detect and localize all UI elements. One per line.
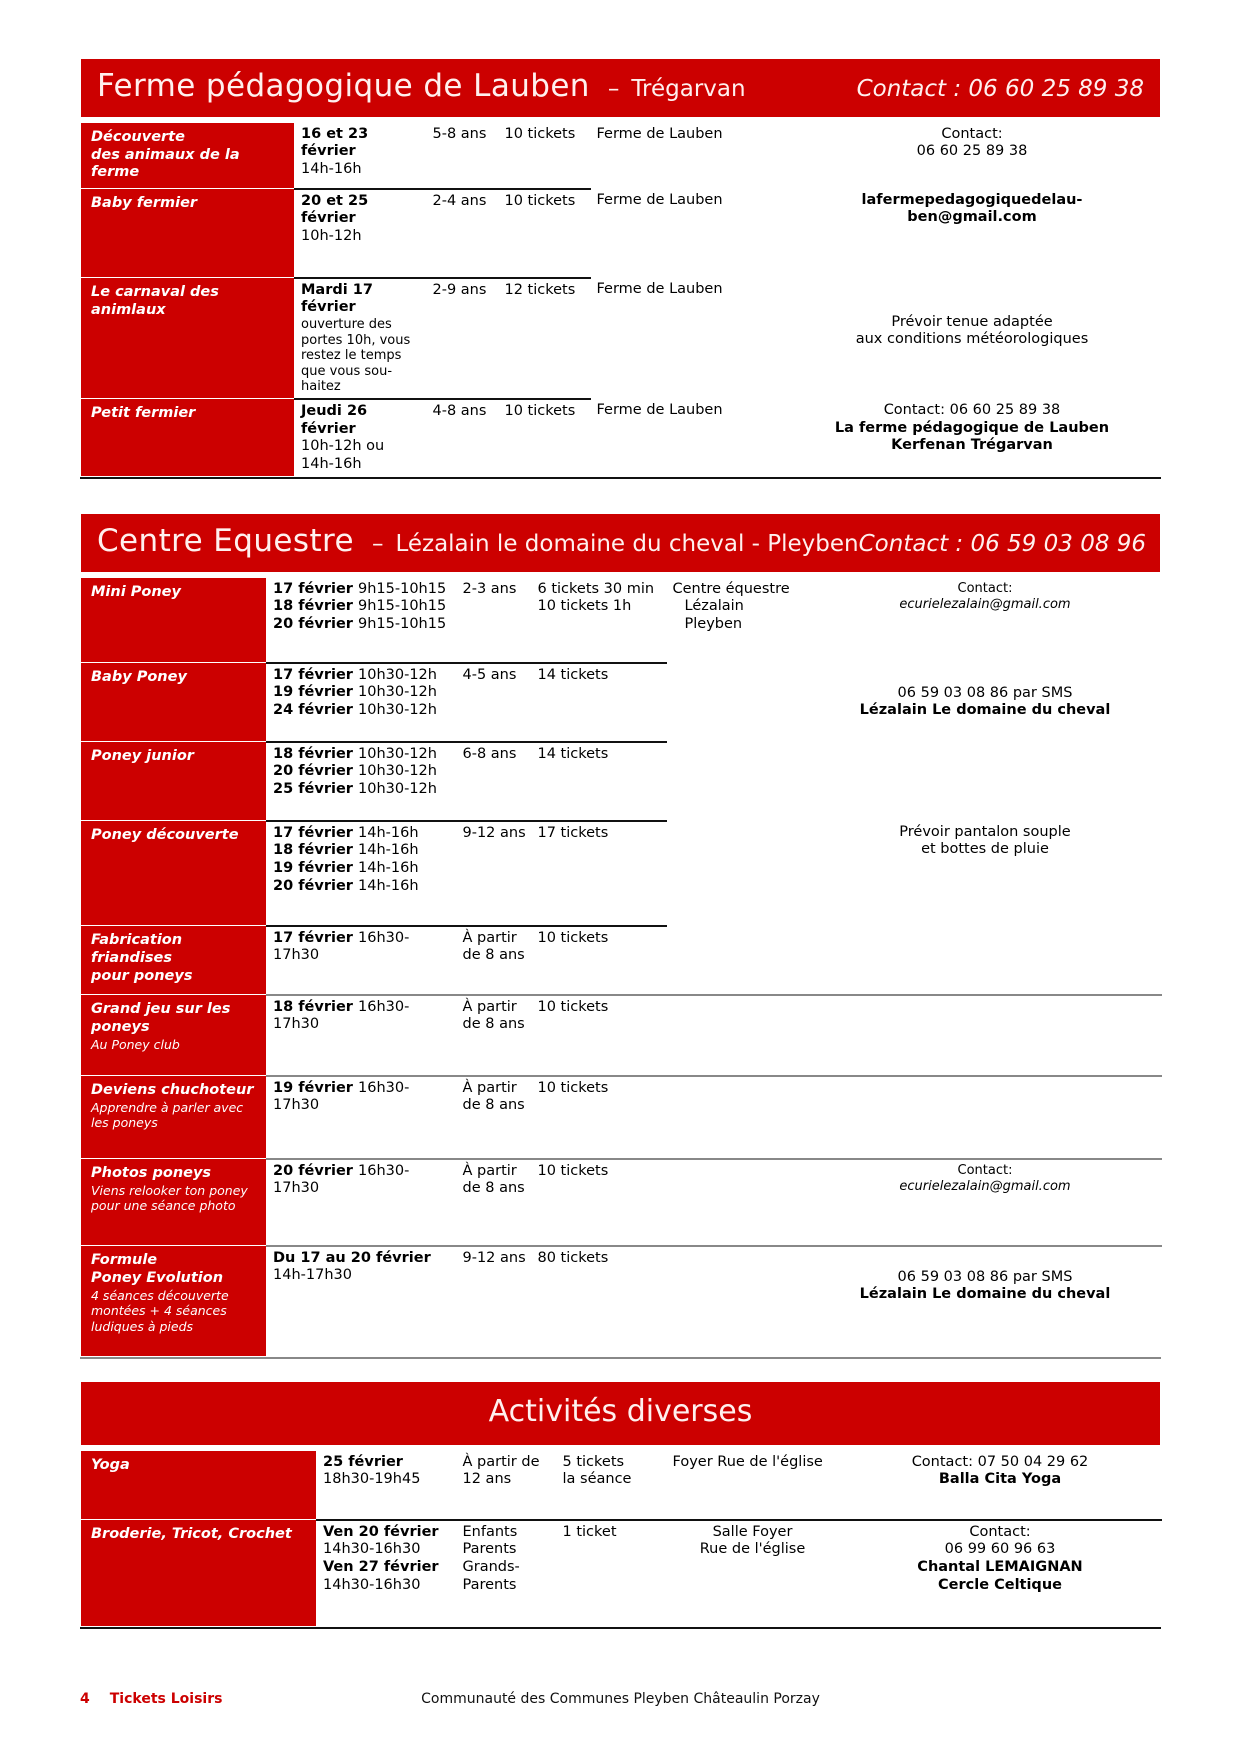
activity-date-cell <box>267 1159 457 1246</box>
activity-name-line2: Poney Evolution <box>91 1269 224 1286</box>
activity-contact <box>807 821 1162 926</box>
activity-tickets-cell <box>532 578 667 663</box>
contact-line: 06 99 60 96 63 <box>944 1541 1056 1558</box>
activity-time: 9h15-10h15 <box>358 598 447 615</box>
activity-time: 14h-16h <box>358 824 419 841</box>
section-title: Activités diverses <box>488 1394 753 1430</box>
activity-name: Deviens chuchoteur <box>91 1082 254 1099</box>
activity-date: 20 février <box>273 763 353 780</box>
activity-time: 14h30-16h30 <box>323 1541 421 1558</box>
section-title: Ferme pédagogique de Lauben <box>97 68 590 104</box>
activity-contact <box>837 1451 1162 1520</box>
activity-place-cell <box>667 578 807 663</box>
activity-date-cell <box>267 926 457 995</box>
activity-tickets: 14 tickets <box>532 663 667 742</box>
activity-date: 18 février <box>273 745 353 762</box>
activity-time: 9h15-10h15 <box>358 580 447 597</box>
activity-place-2: Lézalain <box>684 598 744 615</box>
activity-place: Salle Foyer <box>712 1523 793 1540</box>
activity-table-equestre <box>80 577 1162 1357</box>
table-row <box>81 189 1162 278</box>
activity-date-cell <box>317 1451 457 1520</box>
activity-date-cell <box>295 189 427 278</box>
activity-date-cell <box>295 278 427 399</box>
activity-age: 4-8 ans <box>427 399 499 477</box>
activity-date-2: Ven 27 février <box>323 1559 439 1576</box>
activity-date: 20 février <box>273 1162 353 1179</box>
activity-date-cell <box>267 742 457 821</box>
activity-contact <box>807 1246 1162 1357</box>
activity-date: Mardi 17 février <box>301 281 373 316</box>
section-dash: – <box>607 76 620 102</box>
activity-date: Jeudi 26 février <box>301 402 368 437</box>
activity-table-ferme <box>80 122 1162 477</box>
activity-place <box>667 663 807 742</box>
activity-place-cell <box>667 1520 837 1627</box>
activity-tickets-cell <box>557 1451 667 1520</box>
section-subtitle: Trégarvan <box>631 76 746 102</box>
activity-contact <box>837 1520 1162 1627</box>
activity-date: 25 février <box>273 781 353 798</box>
activity-place: Ferme de Lauben <box>596 125 723 142</box>
activity-time-2: 14h-16h <box>301 455 362 472</box>
activity-age-2: de 8 ans <box>462 1097 525 1114</box>
activity-name: Yoga <box>91 1457 130 1474</box>
activity-name: Poney découverte <box>91 827 239 844</box>
activity-tickets: 14 tickets <box>532 742 667 821</box>
activity-date: 18 février <box>273 998 353 1015</box>
activity-date: 16 et 23 février <box>301 125 369 160</box>
activity-name-cell <box>81 821 267 926</box>
activity-contact <box>807 1159 1162 1246</box>
table-row <box>81 578 1162 663</box>
activity-place: Ferme de Lauben <box>596 191 723 208</box>
contact-line: 06 59 03 08 86 par SMS <box>897 684 1073 701</box>
activity-name-cell <box>81 995 267 1076</box>
activity-age-2: 12 ans <box>462 1471 512 1488</box>
activity-tickets: 10 tickets <box>532 1076 667 1159</box>
activity-name-cell <box>81 1076 267 1159</box>
activity-date: 17 février <box>273 824 353 841</box>
activity-age-2: de 8 ans <box>462 1016 525 1033</box>
activity-contact <box>807 663 1162 742</box>
contact-line: Lézalain Le domaine du cheval <box>859 1286 1111 1303</box>
contact-line: Contact: 06 60 25 89 38 <box>883 401 1061 418</box>
activity-date: 17 février <box>273 666 353 683</box>
activity-time-2: 14h30-16h30 <box>323 1576 421 1593</box>
activity-tickets-2: 10 tickets 1h <box>537 598 632 615</box>
activity-place <box>667 742 807 821</box>
activity-age: À partir <box>462 1162 517 1179</box>
activity-contact <box>781 399 1162 477</box>
activity-name: Photos poneys <box>91 1165 212 1182</box>
activity-time: 10h-12h ou <box>301 438 385 455</box>
activity-date: Ven 20 février <box>323 1523 439 1540</box>
contact-line: Contact: <box>957 1162 1013 1178</box>
activity-name-cell <box>81 278 295 399</box>
footer-label: Tickets Loisirs <box>109 1691 223 1707</box>
activity-name-cell <box>81 578 267 663</box>
activity-date: 20 février <box>273 877 353 894</box>
section-header-equestre <box>80 513 1161 573</box>
table-row <box>81 926 1162 995</box>
table-row <box>81 123 1162 189</box>
activity-place <box>667 1159 807 1246</box>
section-contact: Contact : 06 60 25 89 38 <box>856 76 1144 102</box>
activity-age: 5-8 ans <box>432 125 487 142</box>
activity-date-cell <box>295 123 427 189</box>
activity-contact <box>781 278 1162 399</box>
activity-name: Fabrication friandises <box>91 932 183 966</box>
footer-center-text: Communauté des Communes Pleyben Châteaulin Porzay <box>421 1691 820 1707</box>
contact-line: Contact: <box>957 580 1013 596</box>
contact-line: Contact: <box>941 125 1003 142</box>
activity-contact <box>781 189 1162 278</box>
activity-date-cell <box>267 1246 457 1357</box>
activity-time: 10h30-12h <box>358 763 437 780</box>
contact-line: Contact: 07 50 04 29 62 <box>911 1453 1089 1470</box>
activity-contact <box>807 742 1162 821</box>
activity-age-cell <box>457 1520 557 1627</box>
activity-name: Baby Poney <box>91 669 187 686</box>
contact-line: Lézalain Le domaine du cheval <box>859 702 1111 719</box>
contact-line: 06 60 25 89 38 <box>916 143 1028 160</box>
activity-name: Poney junior <box>91 748 194 765</box>
activity-age: Enfants <box>462 1523 518 1540</box>
activity-date: 18 février <box>273 598 353 615</box>
activity-name-line2: poneys <box>91 1018 150 1035</box>
activity-date: 20 février <box>273 616 353 633</box>
contact-line: Prévoir pantalon souple <box>899 823 1071 840</box>
activity-table-diverses <box>80 1450 1162 1627</box>
table-row <box>81 663 1162 742</box>
activity-time: 16h30-17h30 <box>273 1162 410 1197</box>
activity-name-cell <box>81 1451 317 1520</box>
activity-time: 10h30-12h <box>358 666 437 683</box>
activity-date-cell <box>267 578 457 663</box>
contact-line: Chantal LEMAIGNAN <box>917 1559 1083 1576</box>
activity-date: 19 février <box>273 684 353 701</box>
activity-place <box>667 926 807 995</box>
activity-age: À partir <box>462 929 517 946</box>
activity-age-cell <box>457 926 532 995</box>
contact-line: et bottes de pluie <box>921 841 1049 858</box>
activity-time: 10h30-12h <box>358 781 437 798</box>
activity-time: 14h-17h30 <box>273 1267 352 1284</box>
contact-line: Cercle Celtique <box>938 1576 1062 1593</box>
activity-name-cell <box>81 663 267 742</box>
activity-contact <box>807 926 1162 995</box>
activity-tickets: 10 tickets <box>499 399 591 477</box>
section-header-ferme <box>80 58 1161 118</box>
contact-line: La ferme pédagogique de Lauben <box>834 419 1110 436</box>
activity-tickets: 10 tickets <box>532 926 667 995</box>
activity-subtitle: Apprendre à parler avec les poneys <box>91 1099 244 1131</box>
activity-tickets: 5 tickets <box>562 1453 625 1470</box>
activity-time: 14h-16h <box>301 160 362 177</box>
activity-place: Foyer Rue de l'église <box>672 1453 823 1470</box>
activity-name-cell <box>81 123 295 189</box>
activity-age: 2-3 ans <box>462 580 517 597</box>
activity-age: 2-4 ans <box>427 189 499 278</box>
activity-time: 16h30-17h30 <box>273 1079 410 1114</box>
activity-date-cell <box>317 1520 457 1627</box>
activity-age-cell <box>457 1159 532 1246</box>
contact-line: aux conditions météorologiques <box>855 331 1089 348</box>
activity-tickets: 17 tickets <box>532 821 667 926</box>
activity-name-line2: des animaux de la ferme <box>91 146 240 181</box>
activity-name: Baby fermier <box>91 195 198 212</box>
activity-tickets: 10 tickets <box>532 1159 667 1246</box>
table-row <box>81 821 1162 926</box>
activity-place-3: Pleyben <box>684 616 743 633</box>
section-contact: Contact : 06 59 03 08 96 <box>858 531 1147 558</box>
activity-contact <box>807 578 1162 663</box>
activity-name-cell <box>81 189 295 278</box>
activity-date: 19 février <box>273 860 353 877</box>
activity-place-2: Rue de l'église <box>699 1541 806 1558</box>
activity-place <box>667 1246 807 1357</box>
table-row <box>81 995 1162 1076</box>
activity-date-cell <box>267 663 457 742</box>
activity-date-cell <box>267 821 457 926</box>
activity-name: Découverte <box>91 129 185 145</box>
activity-date: 18 février <box>273 842 353 859</box>
activity-place <box>667 995 807 1076</box>
activity-name: Petit fermier <box>91 405 196 422</box>
table-bottom-rule <box>80 1627 1161 1629</box>
contact-line: lafermepedagogiquedelau- <box>861 191 1083 208</box>
activity-name: Le carnaval des animlaux <box>91 284 219 318</box>
activity-age: 4-5 ans <box>457 663 532 742</box>
table-row <box>81 399 1162 477</box>
activity-tickets: 12 tickets <box>499 278 591 399</box>
activity-time: 16h30-17h30 <box>273 998 410 1033</box>
activity-time: 14h-16h <box>358 842 419 859</box>
section-subtitle: Lézalain le domaine du cheval - Pleyben <box>395 531 859 558</box>
activity-time: 10h30-12h <box>358 745 437 762</box>
activity-note: ouverture des portes 10h, vous restez le temps que vous sou-haitez <box>301 316 411 395</box>
activity-date: 25 février <box>323 1453 403 1470</box>
activity-date: 17 février <box>273 580 353 597</box>
activity-age: À partir de <box>462 1453 540 1470</box>
table-row <box>81 278 1162 399</box>
table-row <box>81 1520 1162 1627</box>
activity-name: Formule <box>91 1252 158 1269</box>
activity-subtitle: Viens relooker ton poney pour une séance photo <box>91 1182 248 1214</box>
activity-subtitle: 4 séances découverte montées + 4 séances ludiques à pieds <box>91 1287 229 1334</box>
table-row <box>81 742 1162 821</box>
activity-name-cell <box>81 1246 267 1357</box>
activity-age-cell <box>457 1076 532 1159</box>
activity-time: 10h-12h <box>301 227 362 244</box>
activity-name-cell <box>81 1159 267 1246</box>
activity-tickets: 6 tickets 30 min <box>537 580 655 597</box>
activity-age: 9-12 ans <box>457 821 532 926</box>
table-row <box>81 1246 1162 1357</box>
activity-date-cell <box>295 399 427 477</box>
activity-tickets-2: la séance <box>562 1471 632 1488</box>
activity-name: Mini Poney <box>91 584 181 601</box>
activity-time: 14h-16h <box>358 860 419 877</box>
activity-age: À partir <box>462 998 517 1015</box>
table-row <box>81 1076 1162 1159</box>
activity-place: Ferme de Lauben <box>596 280 723 297</box>
activity-time: 16h30-17h30 <box>273 929 410 964</box>
activity-name-cell <box>81 926 267 995</box>
activity-tickets: 10 tickets <box>532 995 667 1076</box>
activity-age-cell <box>457 1451 557 1520</box>
activity-time: 9h15-10h15 <box>358 616 447 633</box>
activity-age: 9-12 ans <box>457 1246 532 1357</box>
activity-name: Broderie, Tricot, Crochet <box>91 1526 292 1543</box>
activity-place: Ferme de Lauben <box>596 401 723 418</box>
activity-date: 19 février <box>273 1079 353 1096</box>
contact-line: ecurielezalain@gmail.com <box>899 596 1071 612</box>
activity-time: 10h30-12h <box>358 684 437 701</box>
page-number: 4 <box>80 1691 90 1707</box>
activity-age-2: Parents <box>462 1541 517 1558</box>
activity-date: 17 février <box>273 929 353 946</box>
contact-line: 06 59 03 08 86 par SMS <box>897 1268 1073 1285</box>
activity-place <box>667 1076 807 1159</box>
activity-name: Grand jeu sur les <box>91 1001 231 1018</box>
section-title: Centre Equestre <box>97 523 354 560</box>
activity-age-2: de 8 ans <box>462 947 525 964</box>
activity-subtitle: Au Poney club <box>91 1036 180 1052</box>
activity-name-cell <box>81 742 267 821</box>
activity-tickets: 10 tickets <box>499 189 591 278</box>
activity-tickets: 1 ticket <box>557 1520 667 1627</box>
activity-place <box>667 821 807 926</box>
page-footer <box>0 1691 1241 1707</box>
contact-line: Contact: <box>969 1523 1031 1540</box>
activity-contact <box>807 1076 1162 1159</box>
activity-tickets: 10 tickets <box>504 125 576 142</box>
activity-time: 14h-16h <box>358 877 419 894</box>
contact-line: ben@gmail.com <box>907 209 1037 226</box>
activity-date-cell <box>267 1076 457 1159</box>
activity-time: 18h30-19h45 <box>323 1471 421 1488</box>
contact-line: ecurielezalain@gmail.com <box>899 1178 1071 1194</box>
table-row <box>81 1159 1162 1246</box>
activity-tickets: 80 tickets <box>532 1246 667 1357</box>
activity-age-cell <box>457 995 532 1076</box>
activity-date: 20 et 25 février <box>301 192 369 227</box>
section-dash: – <box>371 531 384 558</box>
contact-line: Prévoir tenue adaptée <box>891 313 1053 330</box>
section-header-diverses <box>80 1381 1161 1446</box>
activity-age: 6-8 ans <box>457 742 532 821</box>
activity-age-3: Grands- <box>462 1559 520 1576</box>
activity-contact <box>807 995 1162 1076</box>
activity-time: 10h30-12h <box>358 702 437 719</box>
contact-line: Balla Cita Yoga <box>938 1471 1062 1488</box>
activity-name-line2: pour poneys <box>91 967 193 984</box>
activity-place: Centre équestre <box>672 580 790 597</box>
activity-contact <box>781 123 1162 189</box>
activity-age: À partir <box>462 1079 517 1096</box>
contact-line: Kerfenan Trégarvan <box>891 437 1053 454</box>
activity-age-2: de 8 ans <box>462 1180 525 1197</box>
activity-date: Du 17 au 20 février <box>273 1249 431 1266</box>
activity-age-4: Parents <box>462 1576 517 1593</box>
table-row <box>81 1451 1162 1520</box>
activity-name-cell <box>81 1520 317 1627</box>
activity-date-cell <box>267 995 457 1076</box>
activity-date: 24 février <box>273 702 353 719</box>
activity-name-cell <box>81 399 295 477</box>
activity-age: 2-9 ans <box>427 278 499 399</box>
